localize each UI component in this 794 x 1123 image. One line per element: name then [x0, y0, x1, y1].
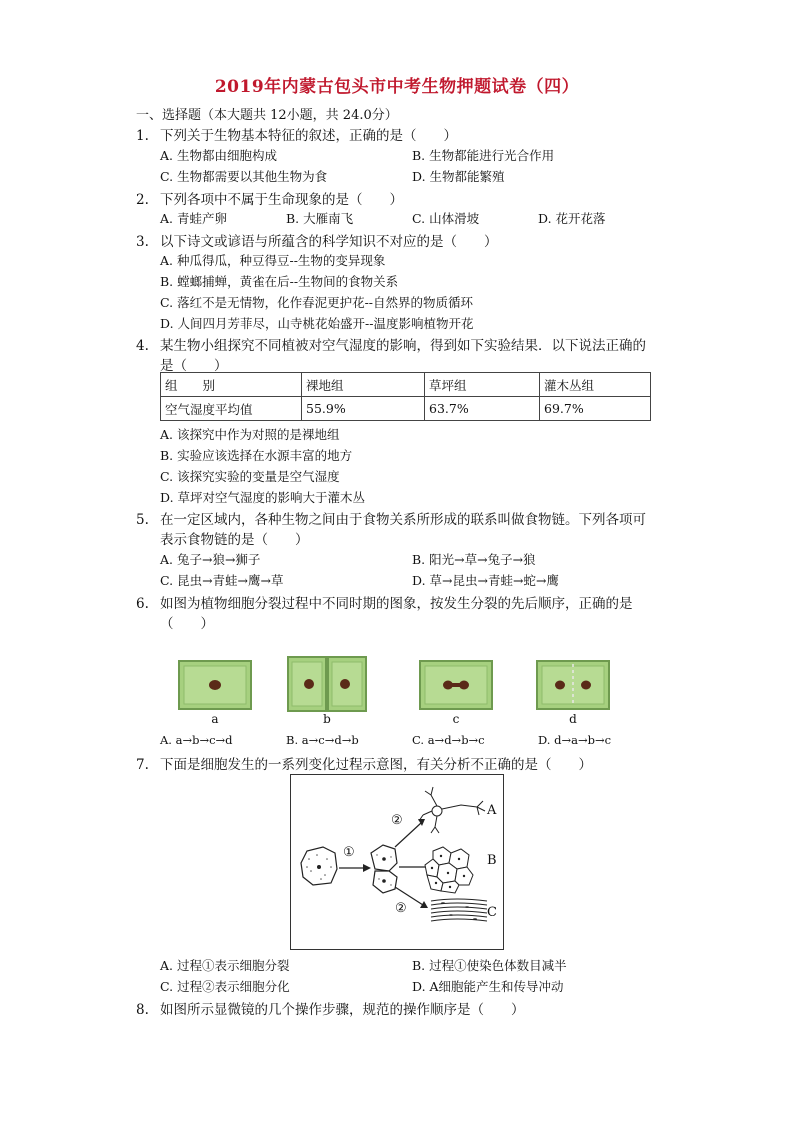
- figure-label-d: d: [569, 712, 577, 726]
- question-number: 6.: [136, 596, 149, 612]
- question-4: [136, 334, 646, 354]
- question-6: [136, 592, 633, 612]
- question-7: [136, 753, 592, 773]
- cell-diagram-a: [178, 660, 252, 710]
- question-text: 如图为植物细胞分裂过程中不同时期的图象，按发生分裂的先后顺序，正确的是: [160, 596, 633, 612]
- figure-drawing: [291, 775, 503, 949]
- cell-diagram-d: [536, 660, 610, 710]
- question-number: 2.: [136, 192, 149, 208]
- question-text-cont: 表示食物链的是（ ）: [160, 532, 309, 548]
- question-text: 下面是细胞发生的一系列变化过程示意图，有关分析不正确的是（ ）: [160, 757, 592, 773]
- cell-label-a: A: [487, 803, 497, 818]
- question-number: 5.: [136, 512, 149, 528]
- question-text: 以下诗文或谚语与所蕴含的科学知识不对应的是（ ）: [160, 234, 498, 250]
- cell-diagram-b: [287, 656, 367, 712]
- question-text-cont: （ ）: [160, 616, 214, 632]
- process-label-1: ①: [343, 845, 355, 860]
- option-a: A. 青蛙产卵: [160, 211, 227, 226]
- table-cell: 69.7%: [540, 397, 651, 421]
- question-number: 8.: [136, 1002, 149, 1018]
- option-d: D. 草→昆虫→青蛙→蛇→鹰: [412, 573, 559, 588]
- question-8: [136, 998, 525, 1018]
- question-text: 某生物小组探究不同植被对空气湿度的影响，得到如下实验结果．以下说法正确的: [160, 338, 646, 354]
- question-number: 3.: [136, 234, 149, 250]
- option-c: C. 落红不是无情物，化作春泥更护花--自然界的物质循环: [160, 295, 474, 310]
- option-b: B. 阳光→草→兔子→狼: [412, 552, 536, 567]
- option-c: C. 生物都需要以其他生物为食: [160, 169, 328, 184]
- question-3: [136, 230, 498, 250]
- question-number: 1.: [136, 128, 149, 144]
- table-cell: 草坪组: [425, 373, 540, 397]
- option-b: B. 实验应该选择在水源丰富的地方: [160, 448, 353, 463]
- section-header: 一、选择题（本大题共 12小题，共 24.0分）: [136, 108, 398, 123]
- option-c: C. 昆虫→青蛙→鹰→草: [160, 573, 284, 588]
- option-b: B. 螳螂捕蝉，黄雀在后--生物间的食物关系: [160, 274, 399, 289]
- table-cell: 55.9%: [302, 397, 425, 421]
- option-a: A. a→b→c→d: [160, 733, 233, 747]
- table-header-row: [161, 373, 651, 397]
- option-d: D. 生物都能繁殖: [412, 169, 505, 184]
- page-title: 2019年内蒙古包头市中考生物押题试卷（四）: [214, 77, 580, 97]
- cell-label-b: B: [487, 853, 497, 868]
- option-d: D. A细胞能产生和传导冲动: [412, 979, 564, 994]
- option-d: D. d→a→b→c: [538, 733, 612, 747]
- figure-label-c: c: [452, 712, 460, 726]
- option-a: A. 该探究中作为对照的是裸地组: [160, 427, 340, 442]
- question-1: [136, 124, 457, 144]
- question-text: 下列关于生物基本特征的叙述，正确的是（ ）: [160, 128, 457, 144]
- figure-label-a: a: [211, 712, 219, 726]
- option-a: A. 种瓜得瓜，种豆得豆--生物的变异现象: [160, 253, 386, 268]
- option-d: D. 草坪对空气湿度的影响大于灌木丛: [160, 490, 366, 505]
- option-b: B. 过程①使染色体数目减半: [412, 958, 567, 973]
- option-d: D. 花开花落: [538, 211, 606, 226]
- option-c: C. 该探究实验的变量是空气湿度: [160, 469, 340, 484]
- question-text: 下列各项中不属于生命现象的是（ ）: [160, 192, 403, 208]
- figure-label-b: b: [323, 712, 331, 726]
- option-c: C. 山体滑坡: [412, 211, 480, 226]
- cell-differentiation-figure: [290, 774, 504, 950]
- option-c: C. a→d→b→c: [412, 733, 485, 747]
- table-cell: 空气湿度平均值: [161, 397, 302, 421]
- option-c: C. 过程②表示细胞分化: [160, 979, 290, 994]
- option-a: A. 过程①表示细胞分裂: [160, 958, 290, 973]
- question-text: 如图所示显微镜的几个操作步骤，规范的操作顺序是（ ）: [160, 1002, 525, 1018]
- table-row: [161, 397, 651, 421]
- option-a: A. 生物都由细胞构成: [160, 148, 277, 163]
- table-cell: 组 别: [161, 373, 302, 397]
- cell-diagram-c: [419, 660, 493, 710]
- option-b: B. 大雁南飞: [286, 211, 354, 226]
- question-number: 7.: [136, 757, 149, 773]
- table-cell: 灌木丛组: [540, 373, 651, 397]
- process-label-2-bottom: ②: [395, 901, 407, 916]
- data-table: [160, 372, 651, 421]
- cell-label-c: C: [487, 905, 497, 920]
- question-text-cont: 是（ ）: [160, 358, 228, 374]
- process-label-2-top: ②: [391, 813, 403, 828]
- table-cell: 63.7%: [425, 397, 540, 421]
- question-2: [136, 188, 403, 208]
- question-number: 4.: [136, 338, 149, 354]
- option-b: B. a→c→d→b: [286, 733, 359, 747]
- table-cell: 裸地组: [302, 373, 425, 397]
- option-d: D. 人间四月芳菲尽，山寺桃花始盛开--温度影响植物开花: [160, 316, 474, 331]
- question-5: [136, 508, 646, 528]
- question-text: 在一定区域内，各种生物之间由于食物关系所形成的联系叫做食物链。下列各项可: [160, 512, 646, 528]
- option-b: B. 生物都能进行光合作用: [412, 148, 555, 163]
- option-a: A. 兔子→狼→狮子: [160, 552, 261, 567]
